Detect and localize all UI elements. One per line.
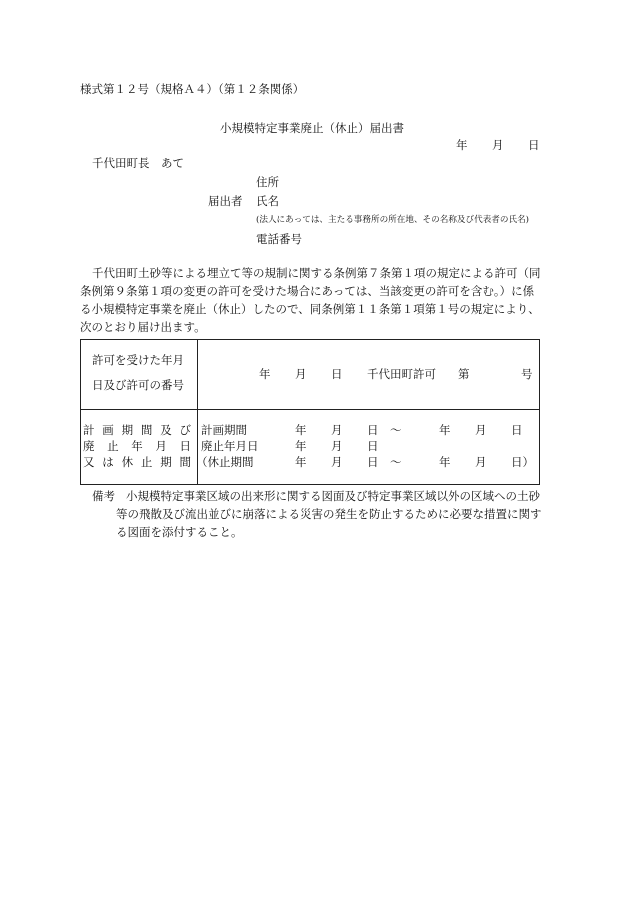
abolition-date-label: 廃止年月日 [201,439,259,453]
label-char: 及 [160,423,172,437]
table-row-divider [81,409,539,410]
details-table [80,339,540,485]
label-char: 期 [160,455,172,469]
suspension-start-year: 年 [295,455,307,469]
plan-end-year: 年 [439,423,451,437]
addressee: 千代田町長 あて [92,156,184,170]
label-char: 月 [155,439,167,453]
abolition-year: 年 [295,439,307,453]
label-char: 年 [131,439,143,453]
period-label-line [83,439,191,453]
label-char: 間 [179,455,191,469]
label-char: 又 [83,455,95,469]
suspension-end-year: 年 [439,455,451,469]
period-label-line [83,423,191,437]
label-char: 期 [121,423,134,437]
remarks-label: 備考 [92,489,115,503]
label-char: 止 [140,455,153,469]
label-char: 日 [179,439,191,453]
remarks-line: る図面を添付すること。 [116,525,243,539]
remarks-line: 等の飛散及び流出並びに崩落による災害の発生を防止するために必要な措置に関す [116,507,542,521]
plan-period-label: 計画期間 [201,423,247,437]
label-char: は [102,455,114,469]
suspension-end-day: 日） [511,455,534,469]
date-day: 日 [528,138,540,152]
body-line: 次のとおり届け出ます。 [80,320,206,334]
corporate-note: (法人にあっては、主たる事務所の所在地、その名称及び代表者の氏名) [256,215,530,225]
label-char: 止 [107,439,119,453]
suspension-end-month: 月 [475,455,487,469]
permit-go: 号 [521,367,533,381]
permit-row-label-line: 日及び許可の番号 [92,378,184,392]
permit-month: 月 [295,367,307,381]
body-line: る小規模特定事業を廃止（休止）したので、同条例第１１条第１項第１号の規定により、 [80,302,540,316]
permit-year: 年 [259,367,271,381]
permit-dai: 第 [458,367,470,381]
period-label-line [83,455,191,469]
phone-label: 電話番号 [256,232,302,246]
address-label: 住所 [256,175,279,189]
plan-end-day: 日 [511,423,523,437]
label-char: 計 [83,423,95,437]
body-line: 千代田町土砂等による埋立て等の規制に関する条例第７条第１項の規定による許可（同 [92,266,541,280]
suspension-tilde: ～ [390,455,402,469]
remarks-line: 小規模特定事業区域の出来形に関する図面及び特定事業区域以外の区域への土砂 [126,489,540,503]
label-char: 廃 [83,439,95,453]
plan-start-day: 日 [367,423,379,437]
label-char: び [179,423,191,437]
permit-day: 日 [331,367,343,381]
body-line: 条例第９条第１項の変更の許可を受けた場合にあっては、当該変更の許可を含む。）に係 [80,284,535,298]
abolition-day: 日 [367,439,379,453]
suspension-start-month: 月 [331,455,343,469]
form-header: 様式第１２号（規格Ａ４）（第１２条関係） [80,82,305,96]
body-paragraph [80,264,548,336]
date-month: 月 [492,138,504,152]
label-char: 間 [140,423,153,437]
plan-tilde: ～ [390,423,402,437]
label-char: 画 [102,423,114,437]
name-label: 氏名 [256,194,279,208]
plan-end-month: 月 [475,423,487,437]
permit-authority-label: 千代田町許可 [367,367,436,381]
abolition-month: 月 [331,439,343,453]
suspension-start-day: 日 [367,455,379,469]
document-title: 小規模特定事業廃止（休止）届出書 [220,121,404,135]
permit-row-label-line: 許可を受けた年月 [92,353,184,367]
label-char: 休 [121,455,134,469]
plan-start-month: 月 [331,423,343,437]
suspension-period-label: （休止期間 [196,455,254,469]
applicant-role-label: 届出者 [208,194,243,208]
plan-start-year: 年 [295,423,307,437]
date-year: 年 [456,138,468,152]
